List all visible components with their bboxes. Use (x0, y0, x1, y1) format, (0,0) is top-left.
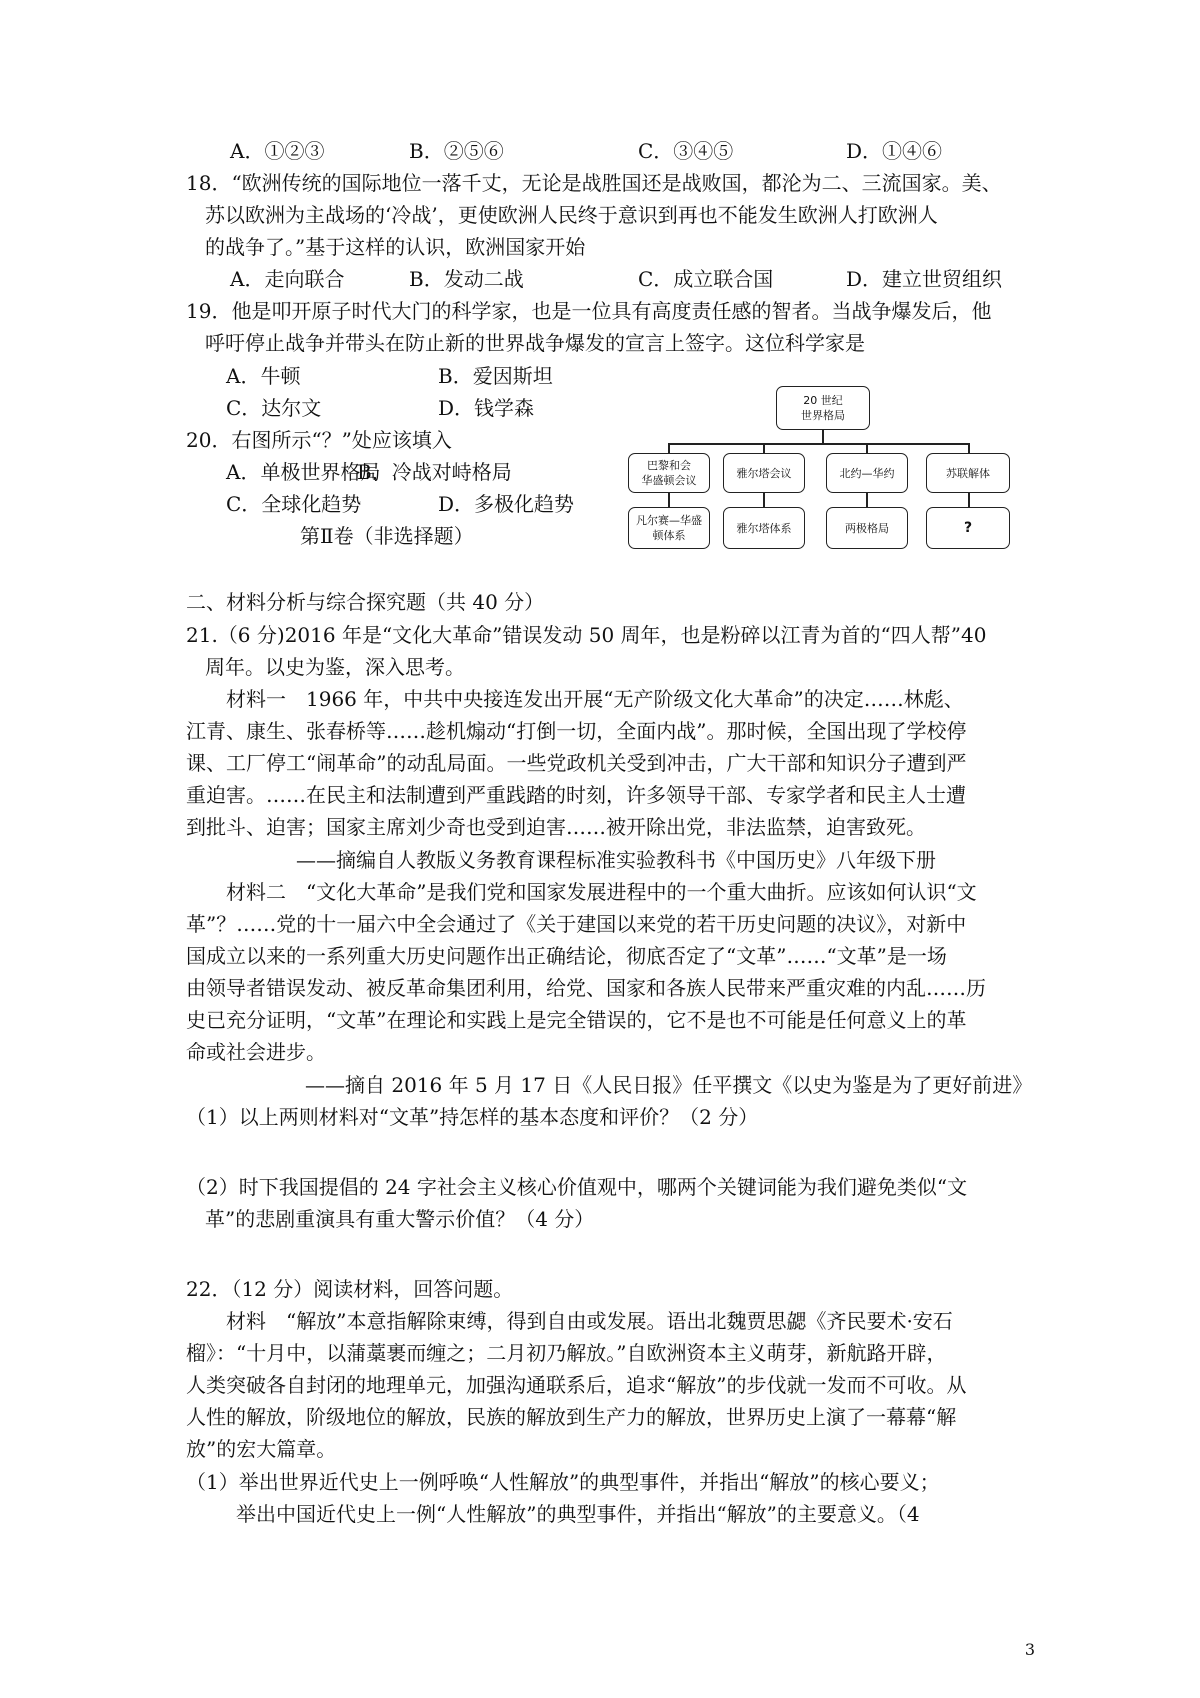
q18-line-1: 18．“欧洲传统的国际地位一落千丈，无论是战胜国还是战败国，都沦为二、三流国家。美、 (186, 171, 1002, 195)
q21-material-2-line-5: 史已充分证明，“文革”在理论和实践上是完全错误的，它不是也不可能是任何意义上的革 (186, 1008, 967, 1032)
diagram-connector (822, 430, 824, 443)
diagram-bottom-1-line-1: 凡尔赛—华盛 (636, 514, 702, 527)
q21-material-2-line-6: 命或社会进步。 (186, 1040, 326, 1064)
q21-material-2-source: ——摘自 2016 年 5 月 17 日《人民日报》任平撰文《以史为鉴是为了更好前进》 (305, 1073, 1033, 1097)
diagram-bottom-box-1 (628, 507, 710, 549)
diagram-middle-box-2 (723, 453, 805, 493)
q21-material-2-line-1: 材料二 “文化大革命”是我们党和国家发展进程中的一个重大曲折。应该如何认识“文 (226, 880, 977, 904)
q21-material-2-line-4: 由领导者错误发动、被反革命集团利用，给党、国家和各族人民带来严重灾难的内乱……历 (186, 976, 986, 1000)
diagram-bottom-3-label: 两极格局 (845, 521, 889, 535)
q22-material-line-2: 榴》：“十月中，以蒲藁裹而缠之；二月初乃解放。”自欧洲资本主义萌芽，新航路开辟， (186, 1341, 947, 1365)
q19-option-d: D．钱学森 (438, 396, 535, 420)
q19-option-c: C．达尔文 (226, 396, 322, 420)
diagram-connector (668, 443, 670, 453)
diagram-middle-1-line-2: 华盛顿会议 (641, 474, 697, 487)
diagram-connector (668, 493, 670, 507)
diagram-bottom-2-label: 雅尔塔体系 (736, 521, 792, 535)
diagram-connector (968, 493, 970, 507)
diagram-connector (763, 493, 765, 507)
q20-option-c: C．全球化趋势 (226, 492, 362, 516)
diagram-question-mark: ? (963, 519, 973, 536)
diagram-middle-3-label: 北约—华约 (839, 466, 895, 480)
diagram-connector (763, 443, 765, 453)
q21-material-1-line-3: 课、工厂停工“闹革命”的动乱局面。一些党政机关受到冲击，广大干部和知识分子遭到严 (186, 751, 967, 775)
q20-option-a: A．单极世界格局 (226, 460, 381, 484)
diagram-root-box (776, 386, 870, 430)
q21-material-1-source: ——摘编自人教版义务教育课程标准实验教科书《中国历史》八年级下册 (296, 848, 936, 872)
q17-option-c: C．③④⑤ (638, 139, 734, 163)
diagram-middle-1-line-1: 巴黎和会 (647, 459, 691, 472)
q20-option-d: D．多极化趋势 (438, 492, 575, 516)
q18-line-2: 苏以欧洲为主战场的‘冷战’，更使欧洲人民终于意识到再也不能发生欧洲人打欧洲人 (205, 203, 938, 227)
diagram-root-line-1: 20 世纪 (803, 394, 843, 407)
section2-heading: 二、材料分析与综合探究题（共 40 分） (186, 590, 545, 614)
q21-material-2-line-3: 国成立以来的一系列重大历史问题作出正确结论，彻底否定了“文革”……“文革”是一场 (186, 944, 947, 968)
diagram-bottom-box-2 (723, 507, 805, 549)
diagram-connector (866, 493, 868, 507)
diagram-bottom-box-3 (826, 507, 908, 549)
q21-question-1: （1）以上两则材料对“文革”持怎样的基本态度和评价？（2 分） (186, 1105, 759, 1129)
q21-question-2-line-1: （2）时下我国提倡的 24 字社会主义核心价值观中，哪两个关键词能为我们避免类似“文 (186, 1175, 968, 1199)
q21-material-1-line-1: 材料一 1966 年，中共中央接连发出开展“无产阶级文化大革命”的决定……林彪、 (226, 687, 964, 711)
q21-material-1-line-2: 江青、康生、张春桥等……趁机煽动“打倒一切，全面内战”。那时候，全国出现了学校停 (186, 719, 967, 743)
page-number: 3 (1024, 1640, 1035, 1659)
q18-line-3: 的战争了。”基于这样的认识，欧洲国家开始 (205, 235, 586, 259)
diagram-connector (968, 443, 970, 453)
diagram-middle-box-3 (826, 453, 908, 493)
diagram-middle-box-1 (628, 453, 710, 493)
q22-stem: 22．（12 分）阅读材料，回答问题。 (186, 1277, 514, 1301)
diagram-middle-2-label: 雅尔塔会议 (736, 466, 792, 480)
diagram-connector (668, 443, 968, 445)
q21-material-2-line-2: 革”？……党的十一届六中全会通过了《关于建国以来党的若干历史问题的决议》，对新中 (186, 912, 967, 936)
q19-option-b: B．爱因斯坦 (438, 364, 553, 388)
q18-option-a: A．走向联合 (230, 267, 345, 291)
diagram-middle-4-label: 苏联解体 (946, 466, 990, 480)
q21-question-2-line-2: 革”的悲剧重演具有重大警示价值？（4 分） (205, 1207, 595, 1231)
q17-option-a: A．①②③ (230, 139, 325, 163)
world-order-diagram (628, 386, 1018, 552)
q22-material-line-3: 人类突破各自封闭的地理单元，加强沟通联系后，追求“解放”的步伐就一发而不可收。从 (186, 1373, 967, 1397)
q22-material-line-5: 放”的宏大篇章。 (186, 1437, 337, 1461)
q18-option-c: C．成立联合国 (638, 267, 774, 291)
q20-stem: 20．右图所示“？”处应该填入 (186, 428, 452, 452)
q19-line-1: 19．他是叩开原子时代大门的科学家，也是一位具有高度责任感的智者。当战争爆发后，他 (186, 299, 992, 323)
q19-line-2: 呼吁停止战争并带头在防止新的世界战争爆发的宣言上签字。这位科学家是 (205, 331, 865, 355)
q22-question-1-line-2: 举出中国近代史上一例“人性解放”的典型事件，并指出“解放”的主要意义。（4 (236, 1502, 920, 1526)
q21-material-1-line-4: 重迫害。……在民主和法制遭到严重践踏的时刻，许多领导干部、专家学者和民主人士遭 (186, 783, 966, 807)
q22-material-line-1: 材料 “解放”本意指解除束缚，得到自由或发展。语出北魏贾思勰《齐民要术·安石 (226, 1309, 953, 1333)
q19-option-a: A．牛顿 (226, 364, 301, 388)
q17-option-d: D．①④⑥ (846, 139, 943, 163)
q18-option-b: B．发动二战 (409, 267, 524, 291)
diagram-bottom-1-line-2: 顿体系 (652, 529, 686, 542)
diagram-connector (866, 443, 868, 453)
q21-material-1-line-5: 到批斗、迫害；国家主席刘少奇也受到迫害……被开除出党，非法监禁，迫害致死。 (186, 815, 926, 839)
diagram-bottom-box-4 (926, 507, 1010, 549)
diagram-middle-box-4 (926, 453, 1010, 493)
q18-option-d: D．建立世贸组织 (846, 267, 1003, 291)
part2-title: 第Ⅱ卷（非选择题） (300, 524, 474, 548)
q22-question-1-line-1: （1）举出世界近代史上一例呼唤“人性解放”的典型事件，并指出“解放”的核心要义； (186, 1470, 940, 1494)
q17-option-b: B．②⑤⑥ (409, 139, 504, 163)
q21-line-2: 周年。以史为鉴，深入思考。 (205, 655, 465, 679)
diagram-root-line-2: 世界格局 (801, 409, 845, 422)
q21-line-1: 21.（6 分)2016 年是“文化大革命”错误发动 50 周年，也是粉碎以江青为首的“四人帮”40 (186, 623, 987, 647)
q20-option-b: B．冷战对峙格局 (357, 460, 512, 484)
q22-material-line-4: 人性的解放，阶级地位的解放，民族的解放到生产力的解放，世界历史上演了一幕幕“解 (186, 1405, 957, 1429)
